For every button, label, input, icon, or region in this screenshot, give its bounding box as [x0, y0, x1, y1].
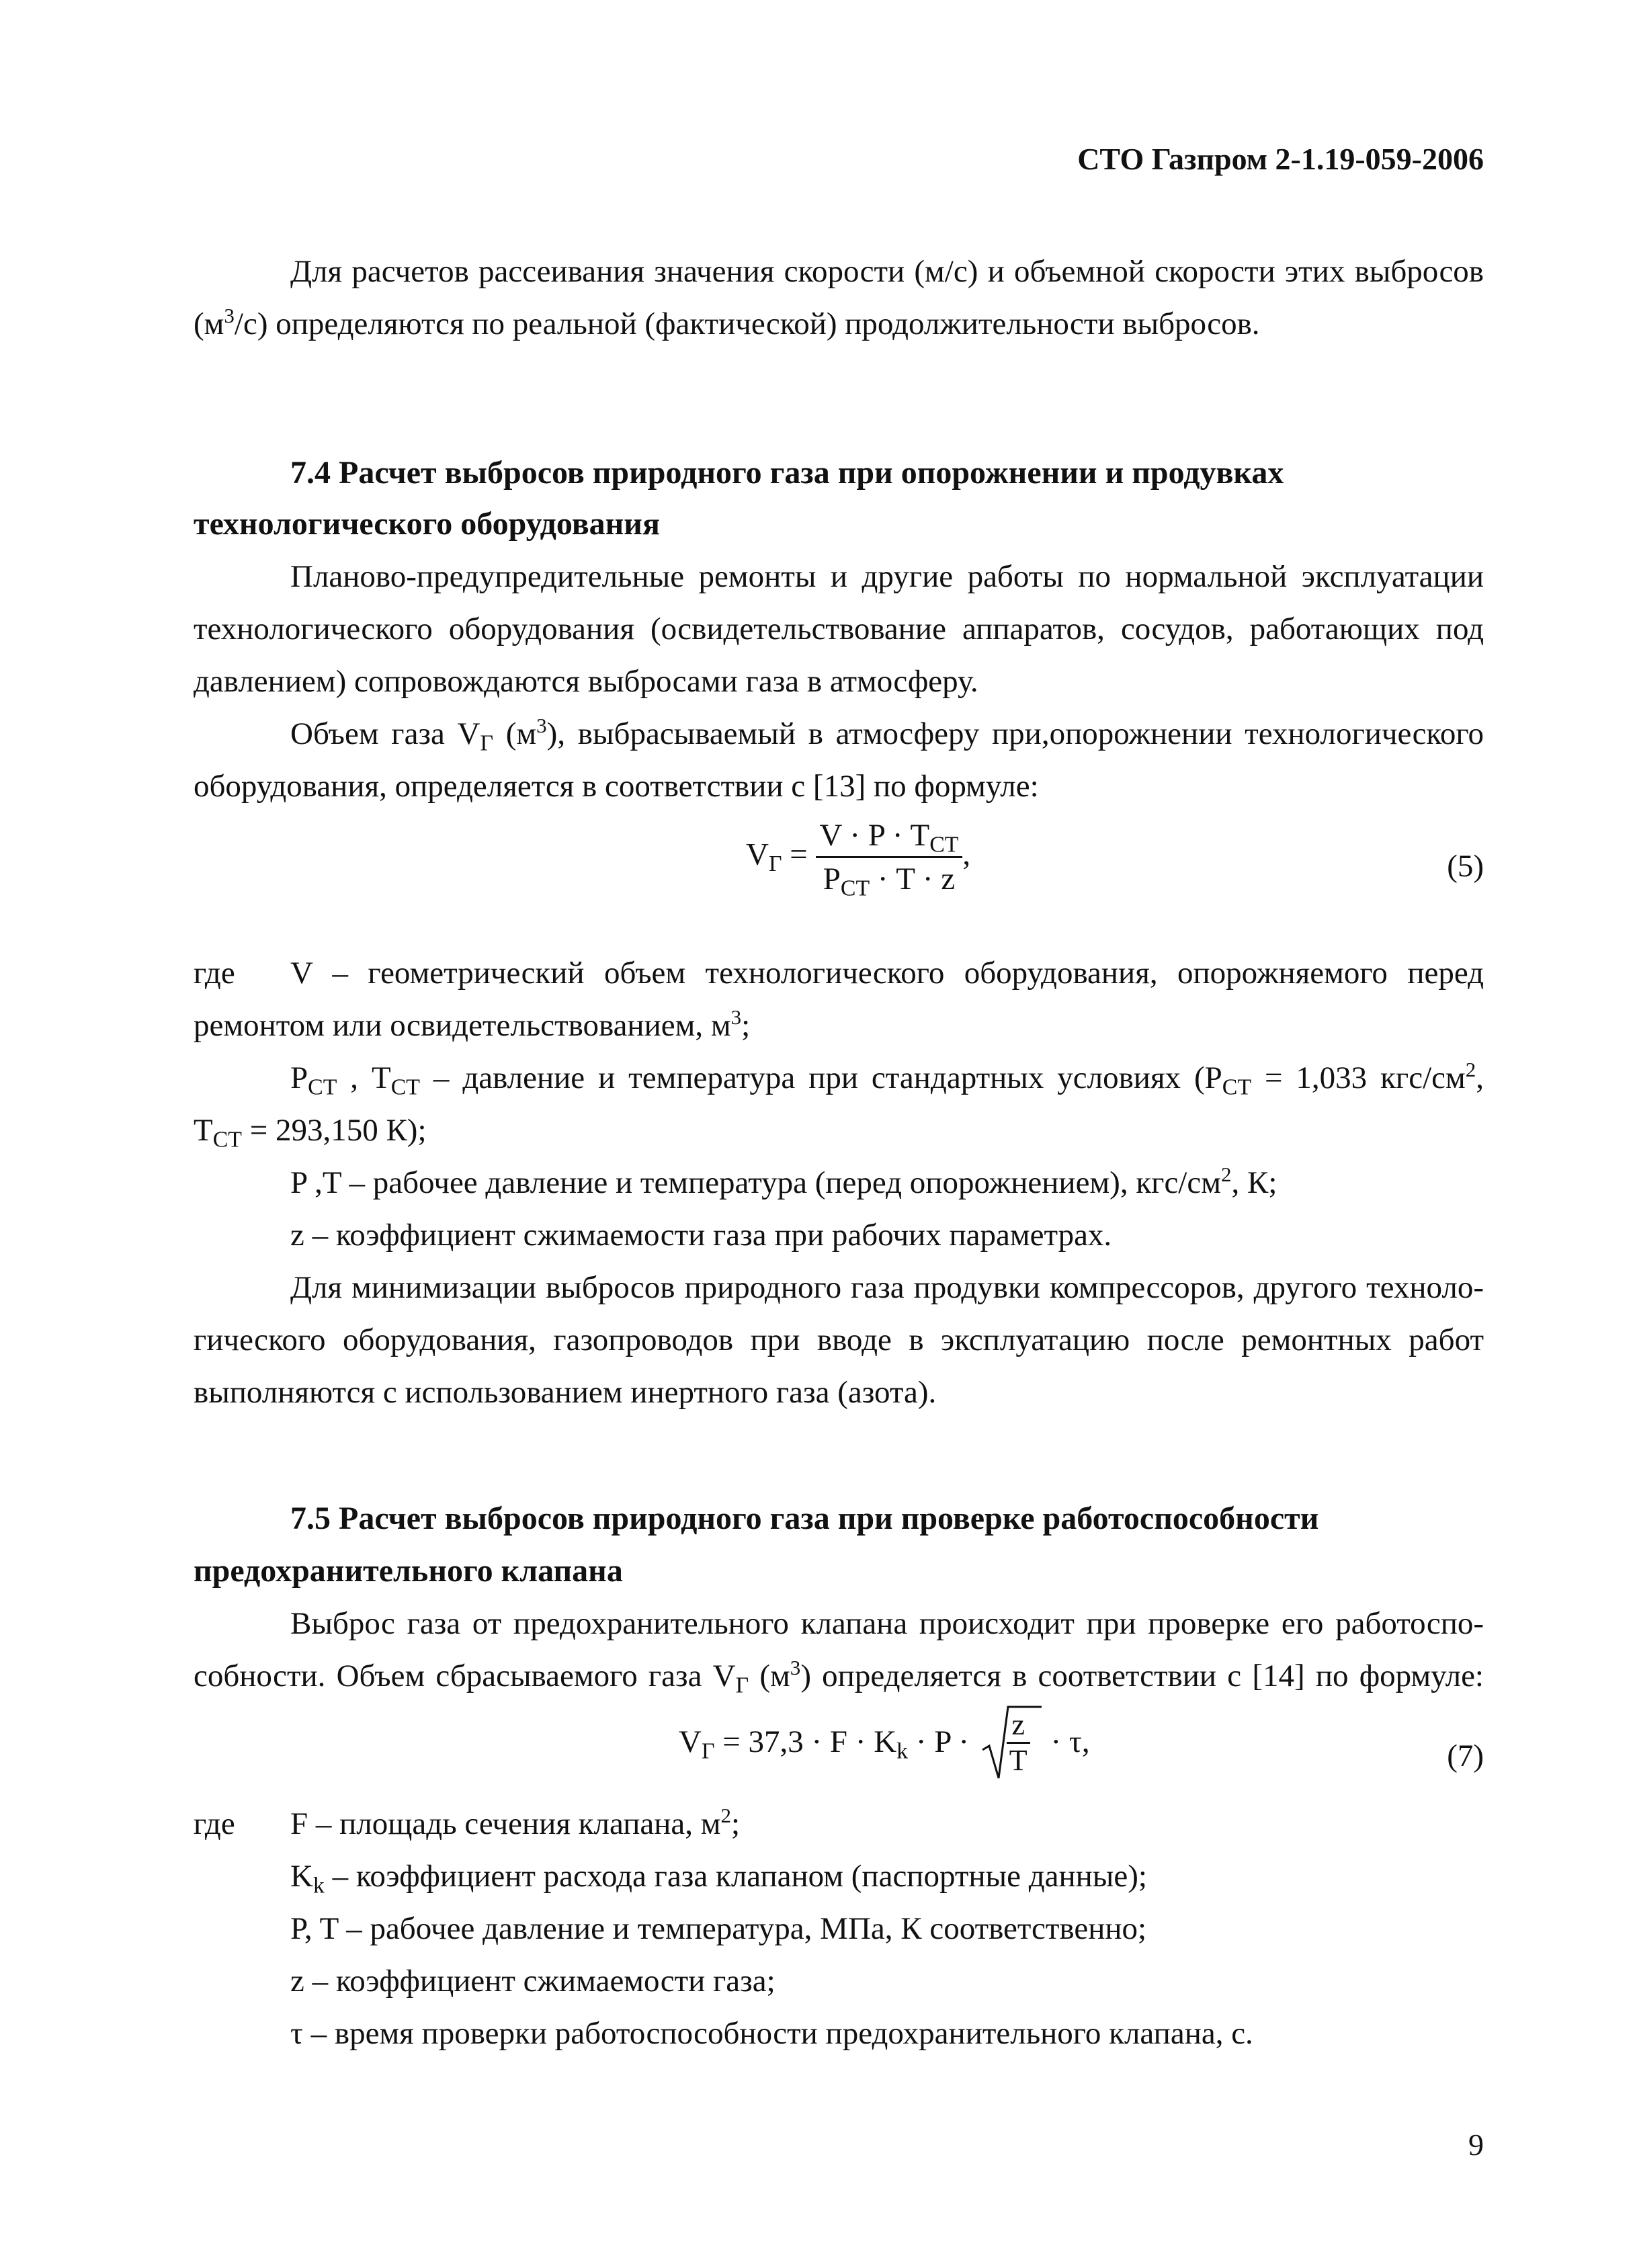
formula-5-number: (5): [1447, 849, 1484, 884]
intro-line-1: Для расчетов рассеивания значения скорости (м/с) и объемной скорости этих выбросов: [290, 254, 1484, 289]
s74-paragraph-3-line-1: Для минимизации выбросов природного газа продувки компрессоров, другого техноло-: [290, 1270, 1484, 1305]
s74-where-label: где: [194, 956, 235, 991]
formula-5-fraction: $\frac{V \cdot P \cdot T_{СТ}}{P_{СТ} \cdot T \cdot z}$: [816, 814, 963, 900]
s74-paragraph-2-line-1: Объем газа $V_Г$ $(м^3)$, выбрасываемый в атмосферу при,опорожнении технологического: [290, 713, 1484, 756]
s74-where-pt: P ,T – рабочее давление и температура (перед опорожнением), кгс/$см^2$, К;: [290, 1162, 1277, 1200]
s74-paragraph-3-line-2: гического оборудования, газопроводов при вводе в эксплуатацию после ремонтных работ: [194, 1322, 1484, 1357]
s74-where-pst-line-1: $P_{СТ}$ , $T_{СТ}$ – давление и температура при стандартных условиях ($P_{СТ} = 1,033$ кгс/$см^2$,: [290, 1057, 1484, 1100]
s75-paragraph-1-line-1: Выброс газа от предохранительного клапана происходит при проверке его работоспо-: [290, 1606, 1484, 1641]
intro-line-2: $(м^3/с)$ определяются по реальной (фактической) продолжительности выбросов.: [194, 303, 1260, 341]
s74-paragraph-3-line-3: выполняются с использованием инертного газа (азота).: [194, 1375, 937, 1410]
s75-where-label: где: [194, 1806, 235, 1841]
s75-where-pt: P, T – рабочее давление и температура, МПа, К соответственно;: [290, 1911, 1147, 1946]
s74-where-z: z – коэффициент сжимаемости газа при рабочих параметрах.: [290, 1218, 1112, 1253]
formula-7-sqrt: $\frac{z}{T}$: [981, 1707, 1043, 1777]
document-header: СТО Газпром 2-1.19-059-2006: [1077, 142, 1484, 176]
s74-where-pst-line-2: $T_{СТ} = 293,150$ К);: [194, 1113, 427, 1152]
s75-paragraph-1-line-2: собности. Объем сбрасываемого газа $V_Г$ $(м^3)$ определяется в соответствии с [14] по формуле:: [194, 1655, 1484, 1698]
section-7-5-heading: 7.5 Расчет выбросов природного газа при проверке работоспособности: [290, 1501, 1319, 1536]
s74-where-v-line-2: ремонтом или освидетельствованием, $м^3$;: [194, 1005, 751, 1043]
section-7-4-heading-cont: технологического оборудования: [194, 506, 660, 542]
s75-where-kk: $K_k$ – коэффициент расхода газа клапаном (паспортные данные);: [290, 1859, 1147, 1898]
s74-paragraph-1-line-2: технологического оборудования (освидетельствование аппаратов, сосудов, работающих под: [194, 612, 1484, 646]
formula-7: $V_Г = 37,3 \cdot F \cdot K_k \cdot P$ · $\frac{z}{T}$ · τ,: [679, 1707, 1090, 1781]
s75-where-z: z – коэффициент сжимаемости газа;: [290, 1964, 775, 1999]
s74-where-v-line-1: V – геометрический объем технологического оборудования, опорожняемого перед: [290, 956, 1484, 991]
s74-paragraph-1-line-1: Планово-предупредительные ремонты и другие работы по нормальной эксплуатации: [290, 559, 1484, 594]
page-number: 9: [1468, 2128, 1484, 2162]
s75-where-tau: τ – время проверки работоспособности предохранительного клапана, с.: [290, 2016, 1253, 2051]
formula-7-number: (7): [1447, 1738, 1484, 1773]
s74-paragraph-1-line-3: давлением) сопровождаются выбросами газа в атмосферу.: [194, 664, 978, 699]
section-7-5-heading-cont: предохранительного клапана: [194, 1553, 623, 1589]
formula-5: $V_Г$ = $\frac{V \cdot P \cdot T_{СТ}}{P_{СТ} \cdot T \cdot z}$ ,: [746, 814, 970, 900]
s75-where-f: F – площадь сечения клапана, $м^2$;: [290, 1803, 741, 1841]
section-7-4-heading: 7.4 Расчет выбросов природного газа при опорожнении и продувках: [290, 455, 1284, 491]
s74-paragraph-2-line-2: оборудования, определяется в соответствии с [13] по формуле:: [194, 769, 1039, 804]
